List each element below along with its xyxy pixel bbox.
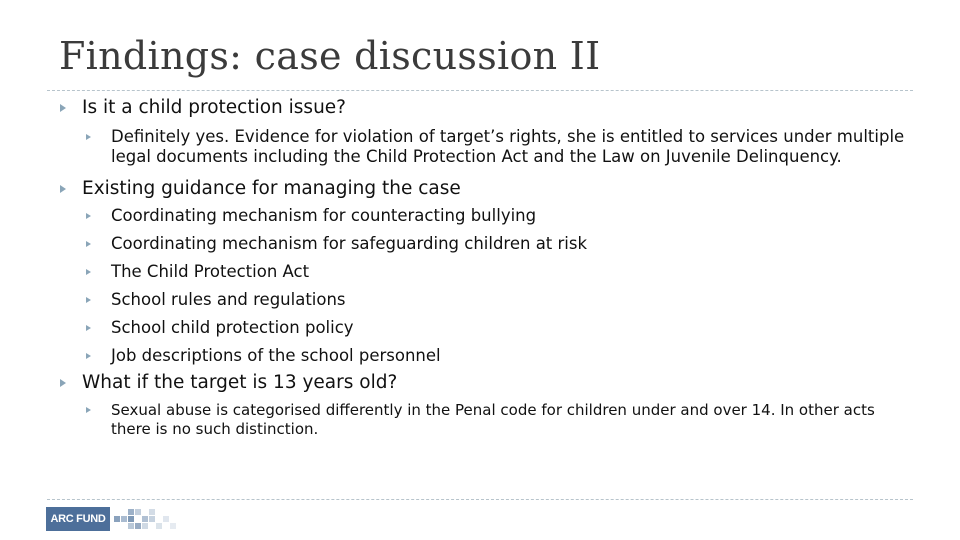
bullet-arrow-icon <box>86 407 91 413</box>
sub-bullet-text: School child protection policy <box>111 318 354 337</box>
bullet-child-protection-issue <box>60 96 910 119</box>
sub-bullet-bullying-mechanism <box>86 206 910 226</box>
sub-bullet-school-policy <box>86 318 910 338</box>
bullet-text: Existing guidance for managing the case <box>82 178 461 199</box>
sub-bullet-text: Job descriptions of the school personnel <box>111 346 441 365</box>
sub-bullet-child-protection-act <box>86 262 910 282</box>
bullet-arrow-icon <box>60 185 66 193</box>
sub-bullet-text: Coordinating mechanism for counteracting bullying <box>111 206 537 225</box>
bullet-arrow-icon <box>86 213 91 219</box>
logo-wordmark: ARC FUND <box>46 507 110 531</box>
sub-bullet-text: Definitely yes. Evidence for violation of target’s rights, she is entitled to services under multiple legal documents including the Child Protection Act and the Law on Juvenile Delinquency. <box>111 127 905 166</box>
slide-content <box>60 96 910 439</box>
sub-bullet-safeguarding-mechanism <box>86 234 910 254</box>
bullet-target-13-years <box>60 371 910 394</box>
sub-bullet-text: Sexual abuse is categorised differently in the Penal code for children under and over 14. In other acts there is no such distinction. <box>111 401 875 438</box>
bullet-arrow-icon <box>86 297 91 303</box>
sub-bullet-text: The Child Protection Act <box>111 262 310 281</box>
bullet-existing-guidance <box>60 177 910 200</box>
sub-bullet-text: Coordinating mechanism for safeguarding children at risk <box>111 234 588 253</box>
bullet-arrow-icon <box>86 241 91 247</box>
bullet-arrow-icon <box>86 325 91 331</box>
bullet-arrow-icon <box>86 353 91 359</box>
bullet-text: Is it a child protection issue? <box>82 97 346 118</box>
bullet-arrow-icon <box>86 134 91 140</box>
bullet-arrow-icon <box>60 104 66 112</box>
slide-title: Findings: case discussion II <box>59 34 601 78</box>
sub-bullet-job-descriptions <box>86 346 910 366</box>
top-divider <box>47 90 913 91</box>
bullet-arrow-icon <box>86 269 91 275</box>
sub-bullet-definitely-yes <box>86 127 910 167</box>
sub-bullet-sexual-abuse <box>86 401 910 439</box>
sub-bullet-text: School rules and regulations <box>111 290 346 309</box>
sub-bullet-school-rules <box>86 290 910 310</box>
bullet-arrow-icon <box>60 379 66 387</box>
bottom-divider <box>47 499 913 500</box>
bullet-text: What if the target is 13 years old? <box>82 372 398 393</box>
